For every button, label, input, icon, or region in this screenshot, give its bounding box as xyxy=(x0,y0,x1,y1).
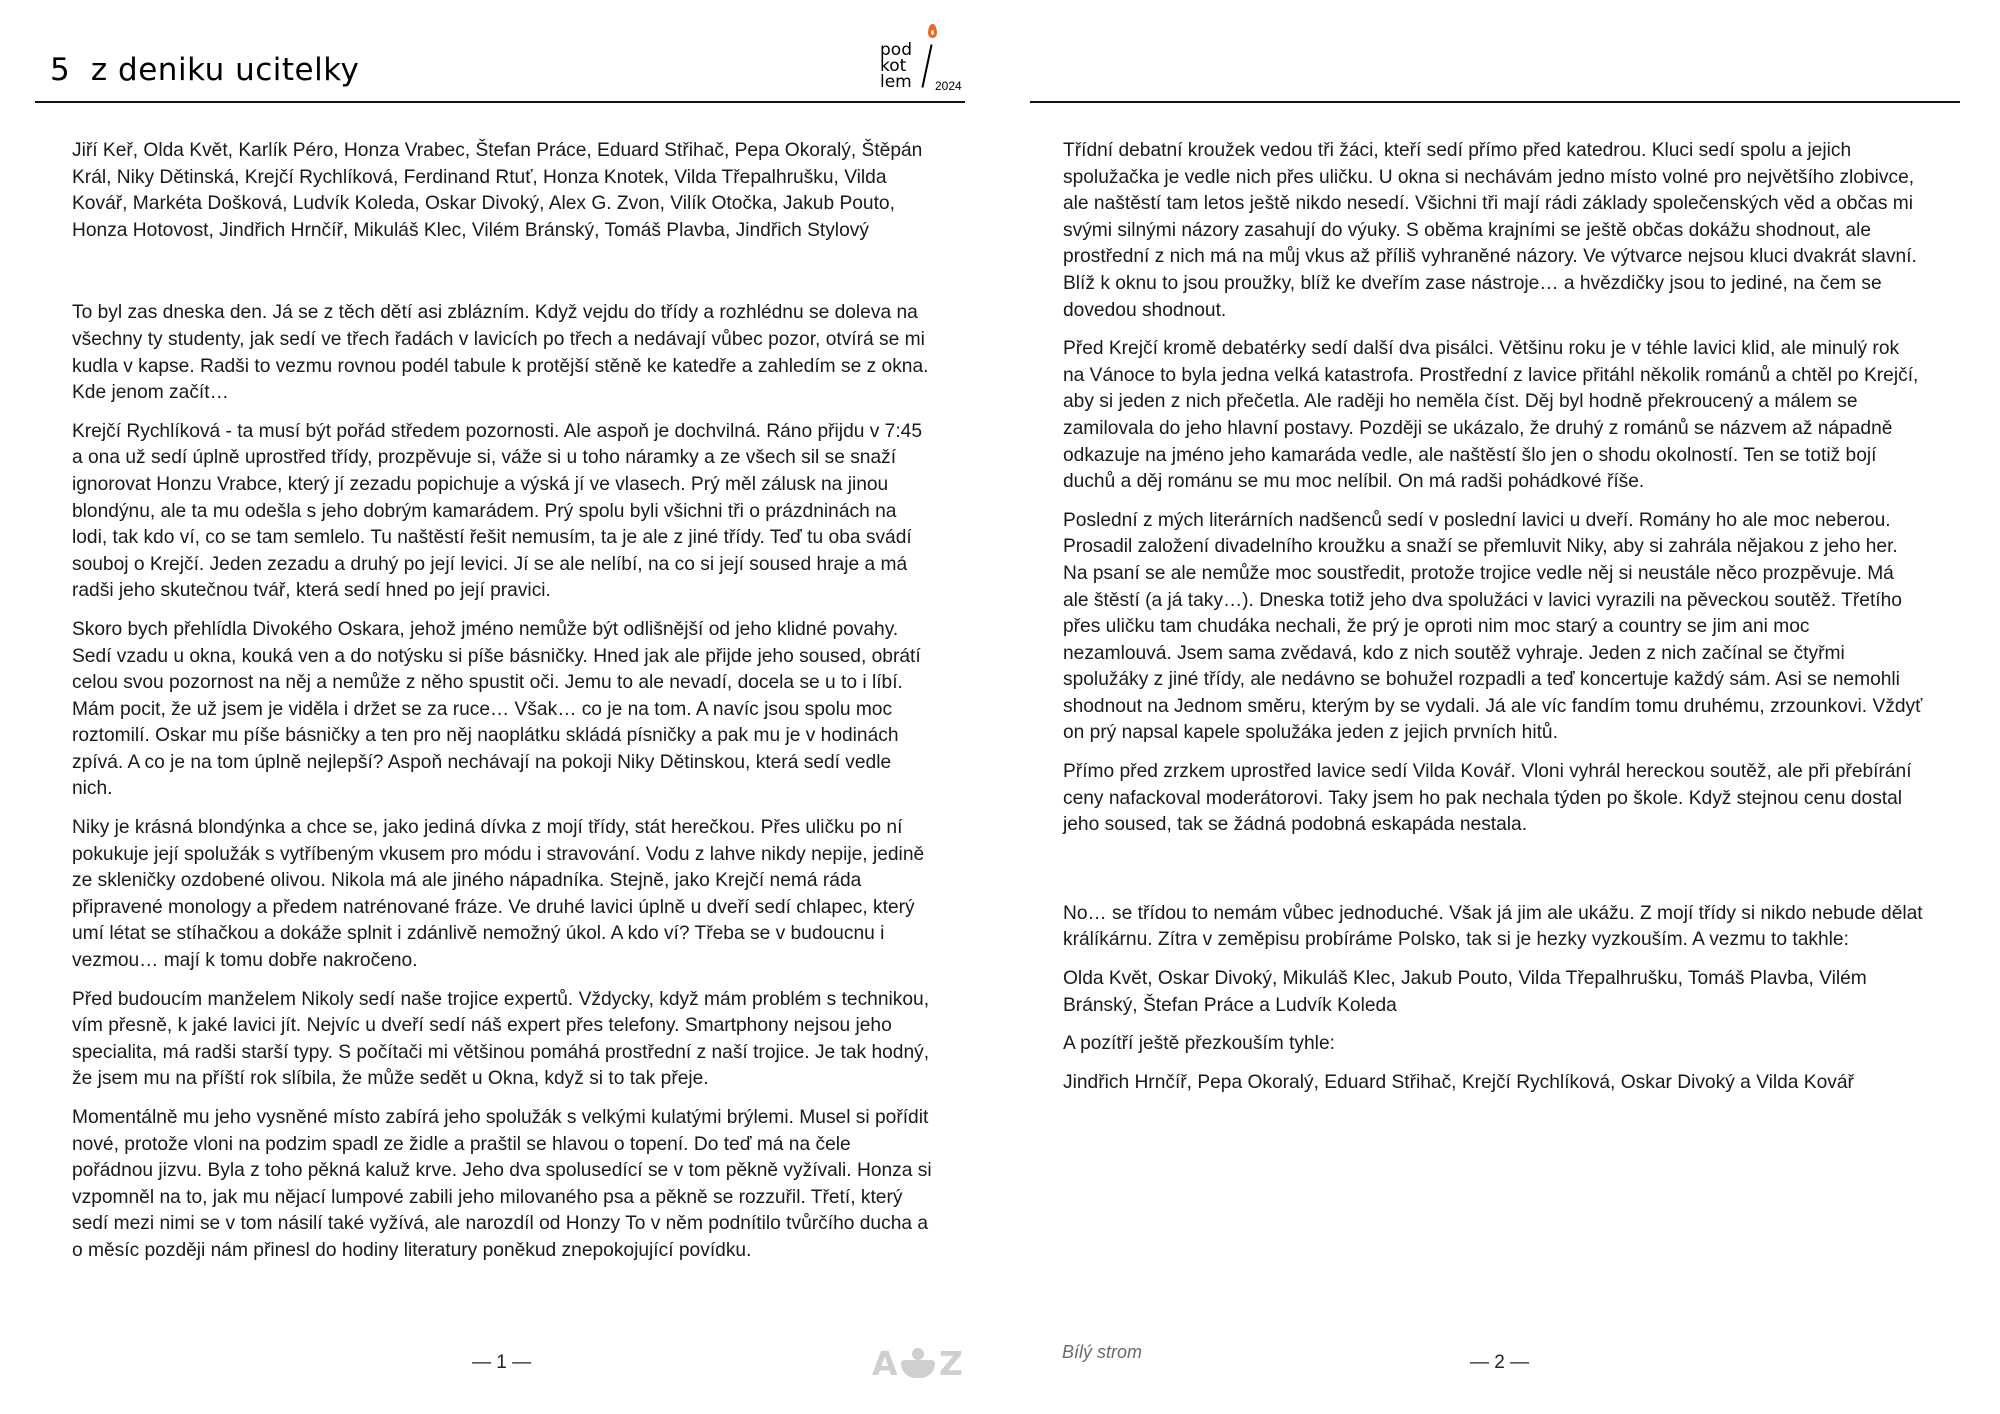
header-divider-left xyxy=(35,101,965,103)
author-credit: Bílý strom xyxy=(1062,1342,1143,1362)
logo-wordmark xyxy=(880,42,912,90)
person-icon-body xyxy=(901,1360,935,1378)
page-number-left: — 1 — xyxy=(472,1352,532,1373)
paragraph: Niky je krásná blondýnka a chce se, jako jediná dívka z mojí třídy, stát herečkou. Přes uličku po ní pokukuje její spolužák s vytříbeným vkusem pro módu i stravování. Vodu z lahve nikdy nepije, jedině ze skleničky ozdobené olivou. Nikola má ale jiného nápadníka. Stejně, jako Krejčí nemá ráda připravené monology a předem natrénované fráze. Ve druhé lavici úplně u dveří sedí chlapec, který umí létat se stíhačkou a dokáže splnit i zdánlivě nemožný úkol. A kdo ví? Třeba se v budoucnu i vezmou… mají k tomu dobře nakročeno. xyxy=(72,817,925,972)
az-logo-z: Z xyxy=(939,1344,963,1383)
logo-line-2: kot xyxy=(880,56,907,76)
logo-year: 2024 xyxy=(935,79,962,93)
az-logo-a: A xyxy=(872,1344,898,1383)
closing-paragraph: A pozítří ještě přezkouším tyhle: xyxy=(1063,1033,1335,1055)
paragraph: Skoro bych přehlídla Divokého Oskara, jehož jméno nemůže být odlišnější od jeho klidné povahy. Sedí vzadu u okna, kouká ven a do notýsku si píše básničky. Hned jak ale přijde jeho soused, obrátí celou svou pozornost na něj a nemůže z něho spustit oči. Jemu to ale nevadí, docela se u to i líbí. Mám pocit, že už jsem je viděla i držet se za ruce… Však… co je na tom. A navíc jsou spolu moc roztomilí. Oskar mu píše básničky a ten pro něj naoplátku skládá písničky a pak mu je v hodinách zpívá. A co je na tom úplně nejlepší? Aspoň nechávají na pokoji Niky Dětinskou, která sedí vedle nich. xyxy=(72,618,921,800)
paragraph: Před Krejčí kromě debatérky sedí další dva pisálci. Většinu roku je v téhle lavici klid, ale minulý rok na Vánoce to byla jedna velká katastrofa. Prostřední z lavice přitáhl několik románů a chtěl po Krejčí, aby si jeden z nich přečetla. Ale raději ho neměla číst. Děj byl hodně překroucený a málem se zamilovala do jeho hlavní postavy. Později se ukázalo, že druhý z románů se názvem až nápadně odkazuje na jméno jeho kamaráda vedle, ale naštěstí šlo jen o shodu okolností. Ten se totiž bojí duchů a děj románu se mu moc nelíbil. On má radši pohádkové říše. xyxy=(1063,338,1919,493)
candle-stick xyxy=(921,44,932,87)
podkotlem-logo xyxy=(880,22,980,100)
page-number-right: — 2 — xyxy=(1470,1352,1530,1373)
exam-list-1: Olda Květ, Oskar Divoký, Mikuláš Klec, Jakub Pouto, Vilda Třepalhrušku, Tomáš Plavba, Vilém Bránský, Štefan Práce a Ludvík Koleda xyxy=(1063,968,1867,1016)
paragraph: Přímo před zrzkem uprostřed lavice sedí Vilda Kovář. Vloni vyhrál hereckou soutěž, ale při přebírání ceny nafackoval moderátorovi. Taky jsem ho pak nechala týden po škole. Když stejnou cenu dostal jeho soused, tak se žádná podobná eskapáda nestala. xyxy=(1063,761,1912,836)
logo-line-3: lem xyxy=(880,72,912,92)
spacer xyxy=(1063,851,1923,901)
logo-line-1: pod xyxy=(880,40,912,60)
paragraph: To byl zas dneska den. Já se z těch dětí asi zblázním. Když vejdu do třídy a rozhlédnu se doleva na všechny ty studenty, jak sedí ve třech řadách v lavicích po třech a nedávají vůbec pozor, otvírá se mi kudla v kapse. Radši to vezmu rovnou podél tabule k protější stěně ke katedře a zahledím se z okna. Kde jenom začít… xyxy=(72,302,929,404)
paragraph: Momentálně mu jeho vysněné místo zabírá jeho spolužák s velkými kulatými brýlemi. Musel si pořídit nové, protože vloni na podzim spadl ze židle a praštil se hlavou o topení. Do teď má na čele pořádnou jizvu. Byla z toho pěkná kaluž krve. Jeho dva spolusedící se v tom pěkně vyžívali. Honza si vzpomněl na to, jak mu nějací lumpové zabili jeho milovaného psa a pěkně se rozzuřil. Třetí, který sedí mezi nimi se v tom násilí také vyžívá, ale narozdíl od Honzy To v něm podnítilo tvůrčího ducha a o měsíc později nám přinesl do hodiny literatury poněkud znepokojující povídku. xyxy=(72,1107,932,1261)
person-icon xyxy=(912,1348,924,1360)
az-logo xyxy=(872,1346,964,1382)
spacer xyxy=(72,256,932,300)
document-title: 5 z deniku ucitelky xyxy=(50,52,360,88)
character-list: Jiří Keř, Olda Květ, Karlík Péro, Honza Vrabec, Štefan Práce, Eduard Střihač, Pepa Okoralý, Štěpán Král, Niky Dětinská, Krejčí Rychlíková, Ferdinand Rtuť, Honza Knotek, Vilda Třepalhrušku, Vilda Kovář, Markéta Došková, Ludvík Koleda, Oskar Divoký, Alex G. Zvon, Vilík Otočka, Jakub Pouto, Honza Hotovost, Jindřich Hrnčíř, Mikuláš Klec, Vilém Bránský, Tomáš Plavba, Jindřich Stylový xyxy=(72,140,923,241)
paragraph: Třídní debatní kroužek vedou tři žáci, kteří sedí přímo před katedrou. Kluci sedí spolu a jejich spolužačka je vedle nich přes uličku. U okna si nechávám jedno místo volné pro největšího zlobivce, ale naštěstí tam letos ještě nikdo nesedí. Všichni tři mají rádi základy společenských věd a občas mi svými silnými názory zasahují do výuky. S oběma krajními se ještě občas dokážu shodnout, ale prostřední z nich má na můj vkus až příliš vyhraněné názory. Ve výtvarce nejsou kluci dvakrát slavní. Blíž k oknu to jsou proužky, blíž ke dveřím zase nástroje… a hvězdičky jsou to jediné, na čem se dovedou shodnout. xyxy=(1063,140,1917,321)
header-divider-right xyxy=(1030,101,1960,103)
exam-list-2: Jindřich Hrnčíř, Pepa Okoralý, Eduard Střihač, Krejčí Rychlíková, Oskar Divoký a Vilda Kovář xyxy=(1063,1071,1854,1093)
paragraph: Krejčí Rychlíková - ta musí být pořád středem pozornosti. Ale aspoň je dochvilná. Ráno přijdu v 7:45 a ona už sedí úplně uprostřed třídy, prozpěvuje si, váže si u toho náramky a ze všech sil se snaží ignorovat Honzu Vrabce, který jí zezadu popichuje a výská jí ve vlasech. Prý měl zálusk na jinou blondýnu, ale ta mu odešla s jeho dobrým kamarádem. Prý spolu byli všichni tři o prázdninách na lodi, tak kdo ví, co se tam semlelo. Tu naštěstí řešit nemusím, ta je ale z jiné třídy. Teď tu oba svádí souboj o Krejčí. Jeden zezadu a druhý po její levici. Jí se ale nelíbí, na co si její soused hraje a má radši jeho skutečnou tvář, která sedí hned po její pravici. xyxy=(72,420,923,602)
left-page xyxy=(72,138,932,1277)
paragraph: Před budoucím manželem Nikoly sedí naše trojice expertů. Vždycky, když mám problém s technikou, vím přesně, k jaké lavici jít. Nejvíc u dveří sedí náš expert přes telefony. Smartphony nejsou jeho specialita, má radši starší typy. S počítači mi většinou pomáhá prostřední z naší trojice. Je tak hodný, že jsem mu na příští rok slíbila, že může sedět u Okna, když si to tak přeje. xyxy=(72,988,930,1090)
closing-paragraph: No… se třídou to nemám vůbec jednoduché. Však já jim ale ukážu. Z mojí třídy si nikdo nebude dělat králíkárnu. Zítra v zeměpisu probíráme Polsko, tak si je hezky vyzkouším. A vezmu to takhle: xyxy=(1063,902,1923,951)
right-page xyxy=(1063,138,1923,1108)
paragraph: Poslední z mých literárních nadšenců sedí v poslední lavici u dveří. Romány ho ale moc neberou. Prosadil založení divadelního kroužku a snaží se přemluvit Niky, aby si zahrála nějakou z jeho her. Na psaní se ale nemůže moc soustředit, protože trojice vedle něj si neustále něco prozpěvuje. Má ale štěstí (a já taky…). Dneska totiž jeho dva spolužáci v lavici vyrazili na pěveckou soutěž. Třetího přes uličku tam chudáka nechali, že prý je oproti nim moc starý a country se jim ani moc nezamlouvá. Jsem sama zvědavá, kdo z nich soutěž vyhraje. Jeden z nich začínal se čtyřmi spolužáky z jiné třídy, ale nedávno se bohužel rozpadli a teď koncertuje každý sám. Asi se nemohli shodnout na Jednom směru, kterým by se vydali. Já ale víc fandím tomu druhému, zrzounkovi. Vždyť on prý napsal kapele spolužáka jeden z jejich prvních hitů. xyxy=(1063,509,1923,744)
candle-flame-icon xyxy=(928,24,937,38)
